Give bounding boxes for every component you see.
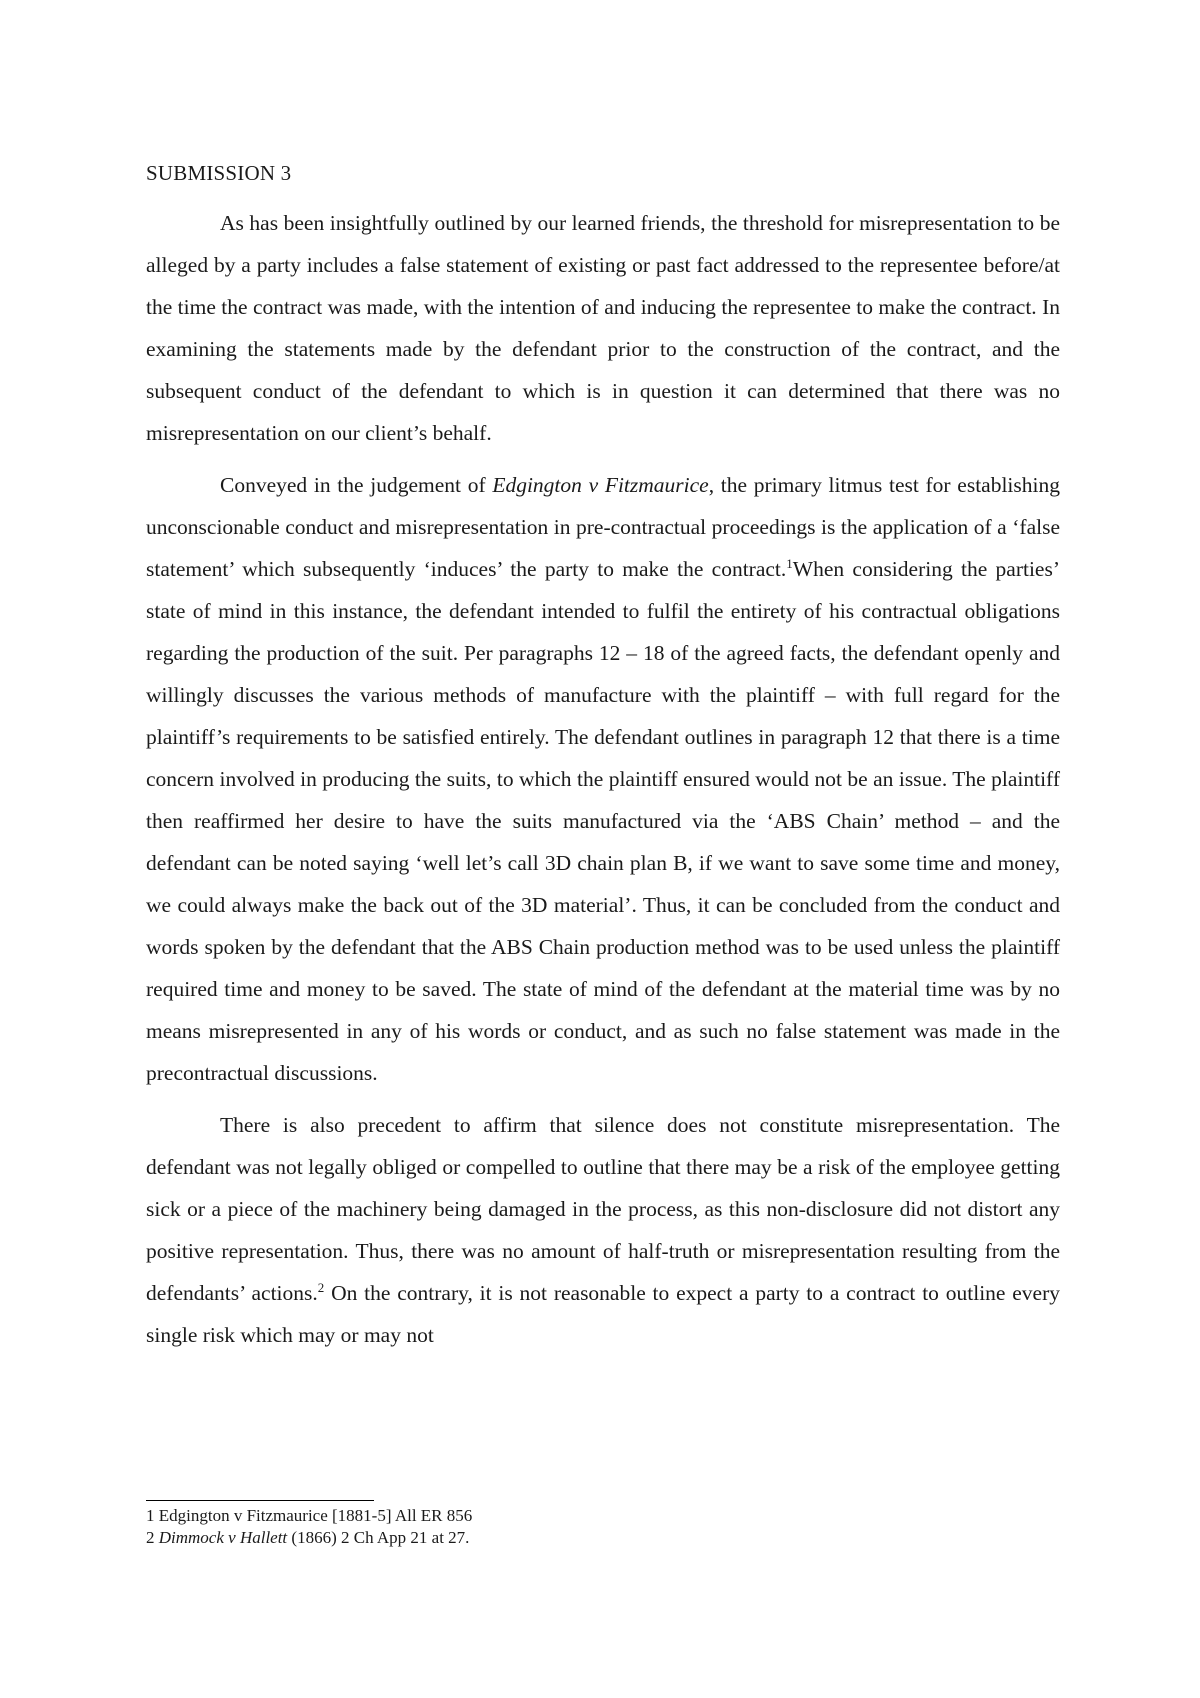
footnote-reference-1: 1 [786, 555, 793, 571]
footnote-divider [146, 1500, 374, 1501]
page-title: SUBMISSION 3 [146, 161, 292, 185]
footnote-2 [146, 1527, 1060, 1549]
footnotes [146, 1500, 1060, 1549]
paragraph-3 [146, 1104, 1060, 1356]
footnote-2-case: Dimmock v Hallett [158, 1528, 288, 1547]
paragraph-2-middle: , the primary litmus test for establishing unconscionable conduct and misrepresentation in pre-contractual proceedings is the application of a ‘false statement’ which subsequently ‘induces’ the party to make the contract. [146, 473, 1060, 581]
case-citation-edgington: Edgington v Fitzmaurice [492, 473, 709, 497]
footnote-1 [146, 1505, 1060, 1527]
document-body [146, 152, 1060, 1366]
paragraph-3-rest: On the contrary, it is not reasonable to expect a party to a contract to outline every single risk which may or may not [146, 1281, 1061, 1347]
paragraph-3-lead: There is also precedent to affirm that silence does not constitute misrepresentation. The defendant was not legally obliged or compelled to outline that there may be a risk of the employee getting sick or a piece of the machinery being damaged in the process, as this non-disclosure did not distort any positive representation. Thus, there was no amount of half-truth or misrepresentation resulting from the defendants’ actions. [146, 1113, 1060, 1305]
paragraph-2 [146, 464, 1060, 1094]
paragraph-1-text: As has been insightfully outlined by our learned friends, the threshold for misrepresentation to be alleged by a party includes a false statement of existing or past fact addressed to the representee before/at the time the contract was made, with the intention of and inducing the representee to make the contract. In examining the statements made by the defendant prior to the construction of the contract, and the subsequent conduct of the defendant to which is in question it can determined that there was no misrepresentation on our client’s behalf. [146, 211, 1060, 445]
footnote-1-text: 1 Edgington v Fitzmaurice [1881-5] All ER 856 [146, 1506, 473, 1525]
paragraph-2-rest: When considering the parties’ state of mind in this instance, the defendant intended to fulfil the entirety of his contractual obligations regarding the production of the suit. Per paragraphs 12 – 18 of the agreed facts, the defendant openly and willingly discusses the various methods of manufacture with the plaintiff – with full regard for the plaintiff’s requirements to be satisfied entirely. The defendant outlines in paragraph 12 that there is a time concern involved in producing the suits, to which the plaintiff ensured would not be an issue. The plaintiff then reaffirmed her desire to have the suits manufactured via the ‘ABS Chain’ method – and the defendant can be noted saying ‘well let’s call 3D chain plan B, if we want to save some time and money, we could always make the back out of the 3D material’. Thus, it can be concluded from the conduct and words spoken by the defendant that the ABS Chain production method was to be used unless the plaintiff required time and money to be saved. The state of mind of the defendant at the material time was by no means misrepresented in any of his words or conduct, and as such no false statement was made in the precontractual discussions. [146, 557, 1060, 1085]
paragraph-2-lead: Conveyed in the judgement of [220, 473, 493, 497]
footnote-2-number: 2 [146, 1528, 159, 1547]
paragraph-1 [146, 202, 1060, 454]
footnote-reference-2: 2 [317, 1279, 325, 1295]
footnote-2-citation: (1866) 2 Ch App 21 at 27. [287, 1528, 470, 1547]
